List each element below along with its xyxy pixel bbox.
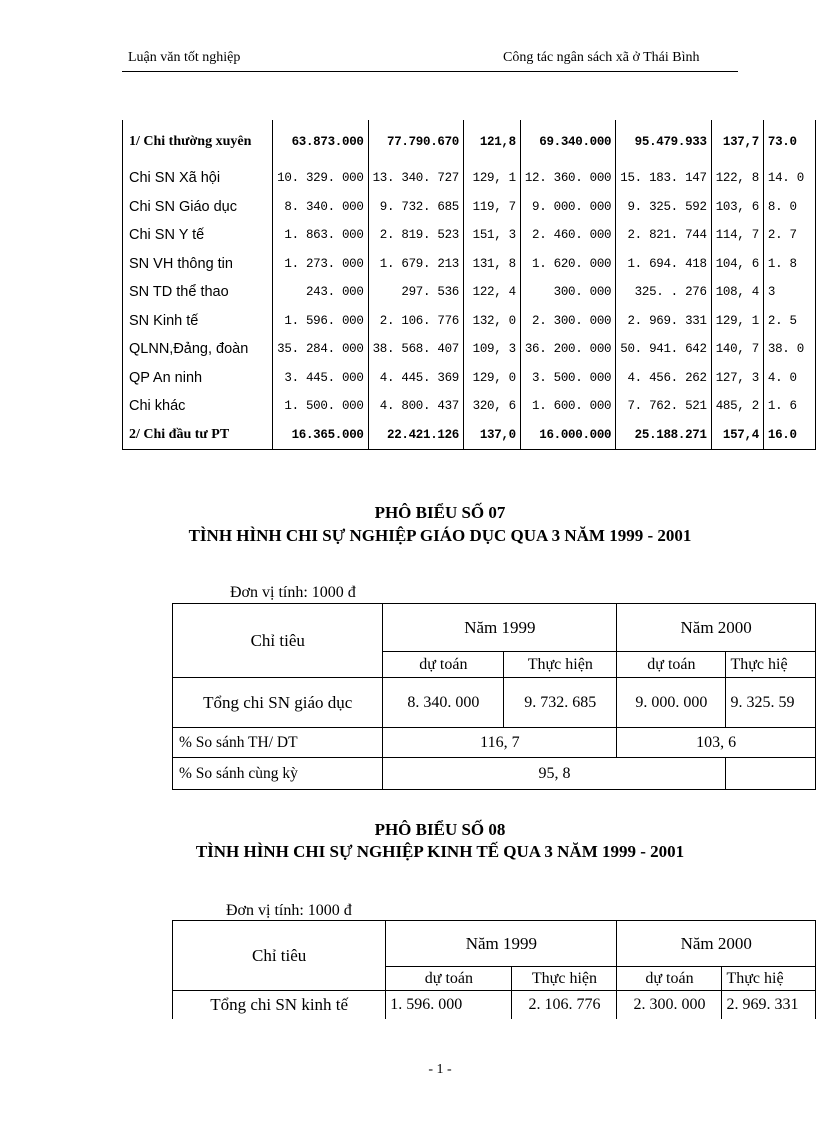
- cell: 16.000.000: [520, 421, 615, 450]
- cell: 114, 7: [711, 221, 763, 250]
- cell: 9. 000. 000: [617, 678, 726, 728]
- cell: 1. 694. 418: [616, 250, 711, 279]
- row-total-label: Tổng chi SN kinh tế: [173, 991, 386, 1019]
- header-right: Công tác ngân sách xã ở Thái Bình: [503, 50, 700, 65]
- cell: 1. 863. 000: [273, 221, 368, 250]
- cell: 320, 6: [464, 392, 521, 421]
- cell: 4. 456. 262: [616, 364, 711, 393]
- cell: 137,0: [464, 421, 521, 450]
- cell: 2. 7: [763, 221, 815, 250]
- cell: 122, 4: [464, 278, 521, 307]
- cell: 9. 732. 685: [504, 678, 617, 728]
- cell: 103, 6: [617, 728, 816, 758]
- cell: 297. 536: [368, 278, 463, 307]
- year-2000: Năm 2000: [617, 921, 816, 967]
- budget-row: [123, 120, 816, 164]
- cell: 38. 0: [763, 335, 815, 364]
- section08-unit: Đơn vị tính: 1000 đ: [226, 902, 352, 919]
- cell: 3. 445. 000: [273, 364, 368, 393]
- cell: 95, 8: [383, 758, 726, 790]
- year-1999: Năm 1999: [386, 921, 617, 967]
- section08-subtitle: TÌNH HÌNH CHI SỰ NGHIỆP KINH TẾ QUA 3 NĂM 1999 - 2001: [195, 842, 685, 861]
- row-label: Chi SN Y tế: [123, 221, 273, 250]
- cell: 69.340.000: [520, 120, 615, 164]
- section07-title: PHÔ BIỂU SỐ 07: [374, 503, 506, 522]
- row-label: SN Kinh tế: [123, 307, 273, 336]
- cell: 4. 800. 437: [368, 392, 463, 421]
- row-label: QP An ninh: [123, 364, 273, 393]
- cell: 132, 0: [464, 307, 521, 336]
- cell: 1. 6: [763, 392, 815, 421]
- plan-2000: dự toán: [617, 652, 726, 678]
- cell: 35. 284. 000: [273, 335, 368, 364]
- year-1999: Năm 1999: [383, 604, 617, 652]
- cell: 25.188.271: [616, 421, 711, 450]
- cell: 243. 000: [273, 278, 368, 307]
- budget-table: [122, 120, 816, 450]
- cell: 129, 1: [711, 307, 763, 336]
- budget-row: [123, 392, 816, 421]
- header-left: Luận văn tốt nghiệp: [128, 50, 241, 65]
- cell: [726, 758, 816, 790]
- row-yoy-label: % So sánh cùng kỳ: [173, 758, 383, 790]
- row-label: Chi SN Xã hội: [123, 164, 273, 193]
- budget-row: [123, 250, 816, 279]
- cell: 4. 445. 369: [368, 364, 463, 393]
- cell: 16.365.000: [273, 421, 368, 450]
- budget-row: [123, 364, 816, 393]
- cell: 14. 0: [763, 164, 815, 193]
- cell: 3: [763, 278, 815, 307]
- cell: 151, 3: [464, 221, 521, 250]
- cell: 95.479.933: [616, 120, 711, 164]
- cell: 1. 500. 000: [273, 392, 368, 421]
- cell: 127, 3: [711, 364, 763, 393]
- cell: 9. 732. 685: [368, 193, 463, 222]
- cell: 121,8: [464, 120, 521, 164]
- cell: 12. 360. 000: [520, 164, 615, 193]
- cell: 325. . 276: [616, 278, 711, 307]
- cell: 36. 200. 000: [520, 335, 615, 364]
- header-rule: [122, 71, 738, 72]
- cell: 485, 2: [711, 392, 763, 421]
- budget-row: [123, 335, 816, 364]
- row-label: Chi khác: [123, 392, 273, 421]
- economy-table: [172, 920, 816, 1019]
- row-label: Chi SN Giáo dục: [123, 193, 273, 222]
- cell: 2. 969. 331: [722, 991, 816, 1019]
- cell: 77.790.670: [368, 120, 463, 164]
- cell: 9. 325. 592: [616, 193, 711, 222]
- row-label: SN VH thông tin: [123, 250, 273, 279]
- budget-row: [123, 307, 816, 336]
- cell: 1. 596. 000: [273, 307, 368, 336]
- cell: 137,7: [711, 120, 763, 164]
- education-table: [172, 603, 816, 790]
- cell: 2. 460. 000: [520, 221, 615, 250]
- cell: 3. 500. 000: [520, 364, 615, 393]
- cell: 1. 679. 213: [368, 250, 463, 279]
- budget-row: [123, 421, 816, 450]
- cell: 22.421.126: [368, 421, 463, 450]
- actual-2000: Thực hiệ: [722, 967, 816, 991]
- cell: 2. 300. 000: [520, 307, 615, 336]
- row-pct-label: % So sánh TH/ DT: [173, 728, 383, 758]
- budget-row: [123, 221, 816, 250]
- cell: 116, 7: [383, 728, 617, 758]
- cell: 131, 8: [464, 250, 521, 279]
- cell: 8. 340. 000: [273, 193, 368, 222]
- cell: 129, 0: [464, 364, 521, 393]
- budget-row: [123, 193, 816, 222]
- row-label: 2/ Chi đầu tư PT: [123, 421, 273, 450]
- cell: 9. 325. 59: [726, 678, 816, 728]
- cell: 13. 340. 727: [368, 164, 463, 193]
- cell: 129, 1: [464, 164, 521, 193]
- cell: 10. 329. 000: [273, 164, 368, 193]
- plan-2000: dự toán: [617, 967, 722, 991]
- cell: 16.0: [763, 421, 815, 450]
- cell: 8. 0: [763, 193, 815, 222]
- section07-subtitle: TÌNH HÌNH CHI SỰ NGHIỆP GIÁO DỤC QUA 3 NĂM 1999 - 2001: [188, 526, 692, 545]
- cell: 63.873.000: [273, 120, 368, 164]
- cell: 2. 969. 331: [616, 307, 711, 336]
- cell: 300. 000: [520, 278, 615, 307]
- row-total-label: Tổng chi SN giáo dục: [173, 678, 383, 728]
- cell: 7. 762. 521: [616, 392, 711, 421]
- actual-1999: Thực hiện: [512, 967, 617, 991]
- cell: 108, 4: [711, 278, 763, 307]
- cell: 2. 821. 744: [616, 221, 711, 250]
- cell: 73.0: [763, 120, 815, 164]
- cell: 38. 568. 407: [368, 335, 463, 364]
- cell: 119, 7: [464, 193, 521, 222]
- cell: 15. 183. 147: [616, 164, 711, 193]
- page-number: - 1 -: [428, 1062, 452, 1077]
- cell: 140, 7: [711, 335, 763, 364]
- cell: 109, 3: [464, 335, 521, 364]
- section07-unit: Đơn vị tính: 1000 đ: [230, 584, 356, 601]
- actual-2000: Thực hiệ: [726, 652, 816, 678]
- plan-1999: dự toán: [383, 652, 504, 678]
- budget-row: [123, 164, 816, 193]
- actual-1999: Thực hiện: [504, 652, 617, 678]
- cell: 103, 6: [711, 193, 763, 222]
- cell: 2. 5: [763, 307, 815, 336]
- cell: 1. 600. 000: [520, 392, 615, 421]
- col-label: Chỉ tiêu: [173, 604, 383, 678]
- section08-title: PHÔ BIỂU SỐ 08: [374, 820, 506, 839]
- cell: 4. 0: [763, 364, 815, 393]
- cell: 1. 596. 000: [386, 991, 512, 1019]
- plan-1999: dự toán: [386, 967, 512, 991]
- budget-row: [123, 278, 816, 307]
- cell: 50. 941. 642: [616, 335, 711, 364]
- row-label: QLNN,Đảng, đoàn: [123, 335, 273, 364]
- year-2000: Năm 2000: [617, 604, 816, 652]
- cell: 122, 8: [711, 164, 763, 193]
- cell: 2. 300. 000: [617, 991, 722, 1019]
- cell: 2. 106. 776: [512, 991, 617, 1019]
- cell: 8. 340. 000: [383, 678, 504, 728]
- row-label: 1/ Chi thường xuyên: [123, 120, 273, 164]
- cell: 1. 620. 000: [520, 250, 615, 279]
- cell: 9. 000. 000: [520, 193, 615, 222]
- cell: 1. 273. 000: [273, 250, 368, 279]
- cell: 2. 819. 523: [368, 221, 463, 250]
- col-label: Chỉ tiêu: [173, 921, 386, 991]
- cell: 2. 106. 776: [368, 307, 463, 336]
- cell: 1. 8: [763, 250, 815, 279]
- cell: 157,4: [711, 421, 763, 450]
- row-label: SN TD thể thao: [123, 278, 273, 307]
- cell: 104, 6: [711, 250, 763, 279]
